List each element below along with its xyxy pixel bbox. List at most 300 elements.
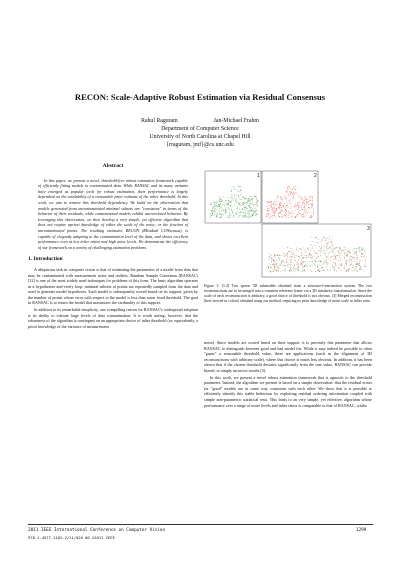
point xyxy=(285,256,286,257)
point xyxy=(307,203,308,204)
point xyxy=(365,265,366,266)
point xyxy=(257,214,258,215)
point xyxy=(279,217,280,218)
point xyxy=(333,248,334,249)
point xyxy=(232,205,233,206)
point xyxy=(238,197,239,198)
point xyxy=(212,201,213,202)
point xyxy=(229,215,230,216)
point xyxy=(294,192,295,193)
point xyxy=(298,207,299,208)
point xyxy=(299,256,300,257)
point xyxy=(251,201,252,202)
point xyxy=(293,265,294,266)
point xyxy=(328,253,329,254)
point xyxy=(214,213,215,214)
point xyxy=(297,187,298,188)
point xyxy=(304,255,305,256)
point xyxy=(332,244,333,245)
point xyxy=(291,252,292,253)
point xyxy=(287,255,288,256)
point xyxy=(246,214,247,215)
point xyxy=(302,257,303,258)
point xyxy=(289,270,290,271)
point xyxy=(352,258,353,259)
point xyxy=(300,248,301,249)
point xyxy=(231,194,232,195)
point xyxy=(342,259,343,260)
point xyxy=(240,205,241,206)
point xyxy=(271,211,272,212)
point xyxy=(272,218,273,219)
point xyxy=(282,200,283,201)
point xyxy=(287,192,288,193)
point xyxy=(218,206,219,207)
point xyxy=(225,200,226,201)
point xyxy=(318,244,319,245)
point xyxy=(330,257,331,258)
point xyxy=(214,211,215,212)
point xyxy=(267,202,268,203)
point xyxy=(345,270,346,271)
point xyxy=(274,265,275,266)
point xyxy=(302,202,303,203)
point xyxy=(303,267,304,268)
point xyxy=(215,204,216,205)
point xyxy=(323,261,324,262)
point xyxy=(359,269,360,270)
point xyxy=(357,257,358,258)
point xyxy=(297,270,298,271)
point xyxy=(245,198,246,199)
paragraph: In this work, we present a novel robust estimation framework that is agnostic to the threshold parameter. Instead, the algorithm we present is based on a simple observation: that the residual errors for "good" models are in some way consistent with each other. We show that it is possible to efficiently identify this stable behaviour by exploiting residual ordering information coupled with simple non-parametric statistical tests. This leads to an very simple, yet effective, algorithm whose performance over a range of noise levels and inlier ratios is comparable to that of RANSAC, whilst xyxy=(204,374,372,408)
point xyxy=(234,194,235,195)
point xyxy=(220,196,221,197)
point xyxy=(290,269,291,270)
point xyxy=(244,209,245,210)
left-column xyxy=(28,156,198,330)
point xyxy=(272,259,273,260)
point xyxy=(361,253,362,254)
point xyxy=(226,207,227,208)
point xyxy=(287,270,288,271)
point xyxy=(364,266,365,267)
point xyxy=(312,197,313,198)
point xyxy=(273,253,274,254)
point xyxy=(303,261,304,262)
point xyxy=(291,213,292,214)
point xyxy=(318,252,319,253)
point xyxy=(307,248,308,249)
point xyxy=(220,201,221,202)
point xyxy=(285,272,286,273)
point xyxy=(244,202,245,203)
point xyxy=(298,202,299,203)
point xyxy=(294,265,295,266)
point xyxy=(288,195,289,196)
point xyxy=(219,201,220,202)
point xyxy=(331,241,332,242)
point xyxy=(253,211,254,212)
point xyxy=(358,249,359,250)
point xyxy=(276,270,277,271)
point xyxy=(274,263,275,264)
point xyxy=(224,210,225,211)
point xyxy=(248,202,249,203)
point xyxy=(230,202,231,203)
point xyxy=(317,265,318,266)
point xyxy=(284,265,285,266)
point xyxy=(331,250,332,251)
point xyxy=(231,201,232,202)
point xyxy=(358,263,359,264)
point xyxy=(303,214,304,215)
point xyxy=(303,262,304,263)
point xyxy=(268,214,269,215)
point xyxy=(314,252,315,253)
point xyxy=(304,207,305,208)
point xyxy=(268,260,269,261)
point xyxy=(274,256,275,257)
point xyxy=(256,210,257,211)
point xyxy=(305,248,306,249)
point xyxy=(302,204,303,205)
point xyxy=(288,267,289,268)
point xyxy=(271,206,272,207)
point xyxy=(239,197,240,198)
point xyxy=(300,197,301,198)
point xyxy=(252,199,253,200)
point xyxy=(305,265,306,266)
point xyxy=(344,257,345,258)
point xyxy=(365,265,366,266)
point xyxy=(296,249,297,250)
point xyxy=(301,249,302,250)
point xyxy=(351,263,352,264)
point xyxy=(320,265,321,266)
point xyxy=(352,250,353,251)
point xyxy=(274,264,275,265)
point xyxy=(282,260,283,261)
point xyxy=(271,267,272,268)
point xyxy=(325,264,326,265)
point xyxy=(219,217,220,218)
point xyxy=(296,268,297,269)
point xyxy=(304,202,305,203)
point xyxy=(337,259,338,260)
paragraph: In addition to its remarkable simplicity, one compelling reason for RANSAC's widespread adoption is its ability to tolerate large levels of data contamination. It is worth noting, however, that the robustness of the algorithm is contingent on an appropriate choice of inlier threshold (or, equivalently, a priori knowledge of the variance of measurement xyxy=(28,307,198,329)
point xyxy=(232,189,233,190)
point xyxy=(289,202,290,203)
point xyxy=(328,258,329,259)
point xyxy=(289,195,290,196)
point xyxy=(292,254,293,255)
point xyxy=(284,270,285,271)
point xyxy=(352,267,353,268)
point xyxy=(299,203,300,204)
point xyxy=(299,197,300,198)
point xyxy=(314,237,315,238)
point xyxy=(243,212,244,213)
point xyxy=(327,238,328,239)
point xyxy=(239,203,240,204)
point xyxy=(234,216,235,217)
point xyxy=(210,213,211,214)
point xyxy=(302,217,303,218)
point xyxy=(211,210,212,211)
point xyxy=(226,203,227,204)
point xyxy=(290,264,291,265)
point xyxy=(349,250,350,251)
point xyxy=(285,206,286,207)
point xyxy=(268,215,269,216)
point xyxy=(303,257,304,258)
point xyxy=(310,198,311,199)
point xyxy=(346,261,347,262)
point xyxy=(280,264,281,265)
point xyxy=(326,243,327,244)
point xyxy=(317,242,318,243)
point xyxy=(291,189,292,190)
point xyxy=(285,265,286,266)
point xyxy=(233,198,234,199)
point xyxy=(219,196,220,197)
point xyxy=(249,206,250,207)
point xyxy=(287,262,288,263)
point xyxy=(357,248,358,249)
point xyxy=(304,266,305,267)
point xyxy=(230,205,231,206)
point xyxy=(254,196,255,197)
abstract-heading: Abstract xyxy=(102,163,124,169)
point xyxy=(315,252,316,253)
point xyxy=(315,261,316,262)
point xyxy=(232,195,233,196)
point xyxy=(253,206,254,207)
point xyxy=(246,210,247,211)
point xyxy=(235,202,236,203)
point xyxy=(299,208,300,209)
point xyxy=(347,270,348,271)
point xyxy=(324,270,325,271)
point xyxy=(336,260,337,261)
point xyxy=(310,265,311,266)
point xyxy=(356,248,357,249)
point xyxy=(246,198,247,199)
point xyxy=(293,195,294,196)
point xyxy=(294,206,295,207)
point xyxy=(223,214,224,215)
point xyxy=(277,196,278,197)
point xyxy=(268,205,269,206)
point xyxy=(292,194,293,195)
point xyxy=(333,267,334,268)
point xyxy=(240,213,241,214)
point xyxy=(343,250,344,251)
point xyxy=(241,212,242,213)
point xyxy=(229,217,230,218)
point xyxy=(279,208,280,209)
point xyxy=(270,267,271,268)
point xyxy=(306,255,307,256)
point xyxy=(365,261,366,262)
point xyxy=(242,215,243,216)
point xyxy=(349,268,350,269)
point xyxy=(296,215,297,216)
point xyxy=(306,265,307,266)
point xyxy=(326,259,327,260)
point xyxy=(283,255,284,256)
point xyxy=(308,196,309,197)
point xyxy=(222,200,223,201)
point xyxy=(221,207,222,208)
point xyxy=(214,210,215,211)
point xyxy=(305,201,306,202)
point xyxy=(210,215,211,216)
point xyxy=(273,215,274,216)
point xyxy=(236,205,237,206)
point xyxy=(301,209,302,210)
point xyxy=(313,214,314,215)
point xyxy=(320,252,321,253)
point xyxy=(274,260,275,261)
point xyxy=(312,201,313,202)
point xyxy=(355,269,356,270)
point xyxy=(269,213,270,214)
point xyxy=(291,256,292,257)
point xyxy=(286,261,287,262)
point xyxy=(278,196,279,197)
point xyxy=(310,212,311,213)
point xyxy=(301,199,302,200)
point xyxy=(310,216,311,217)
point xyxy=(284,256,285,257)
point xyxy=(231,197,232,198)
point xyxy=(311,205,312,206)
author-name: Rahul Raguram xyxy=(141,118,178,124)
point xyxy=(323,237,324,238)
point xyxy=(214,204,215,205)
point xyxy=(282,204,283,205)
point xyxy=(355,248,356,249)
point xyxy=(288,264,289,265)
point xyxy=(216,209,217,210)
point xyxy=(238,195,239,196)
point xyxy=(219,208,220,209)
point xyxy=(365,255,366,256)
point xyxy=(332,240,333,241)
point xyxy=(273,203,274,204)
point xyxy=(352,271,353,272)
point xyxy=(219,213,220,214)
point xyxy=(216,215,217,216)
point xyxy=(301,196,302,197)
point xyxy=(295,204,296,205)
point xyxy=(354,258,355,259)
point xyxy=(334,267,335,268)
point xyxy=(292,210,293,211)
point xyxy=(273,264,274,265)
point xyxy=(242,208,243,209)
point xyxy=(282,266,283,267)
figure-1 xyxy=(204,170,372,278)
point xyxy=(216,202,217,203)
point xyxy=(314,251,315,252)
point xyxy=(266,215,267,216)
point xyxy=(293,213,294,214)
point xyxy=(268,266,269,267)
point xyxy=(340,247,341,248)
point xyxy=(317,253,318,254)
point xyxy=(246,202,247,203)
point xyxy=(291,195,292,196)
point xyxy=(337,264,338,265)
figure-label-3: 3 xyxy=(367,226,370,232)
point xyxy=(365,263,366,264)
figure-label-2: 2 xyxy=(314,173,317,179)
point xyxy=(342,250,343,251)
point xyxy=(362,247,363,248)
point xyxy=(348,265,349,266)
point xyxy=(290,213,291,214)
point xyxy=(284,254,285,255)
point xyxy=(273,212,274,213)
point xyxy=(287,253,288,254)
point xyxy=(301,263,302,264)
point xyxy=(210,203,211,204)
point xyxy=(286,213,287,214)
point xyxy=(305,264,306,265)
point xyxy=(237,208,238,209)
point xyxy=(294,271,295,272)
point xyxy=(275,213,276,214)
point xyxy=(276,263,277,264)
point xyxy=(307,199,308,200)
point xyxy=(270,271,271,272)
point xyxy=(222,209,223,210)
point xyxy=(344,268,345,269)
point xyxy=(293,257,294,258)
point xyxy=(305,208,306,209)
point xyxy=(279,203,280,204)
point xyxy=(344,266,345,267)
point xyxy=(316,258,317,259)
point xyxy=(311,271,312,272)
point xyxy=(349,262,350,263)
point xyxy=(236,213,237,214)
point xyxy=(283,198,284,199)
point xyxy=(276,260,277,261)
point xyxy=(237,191,238,192)
point xyxy=(308,201,309,202)
point xyxy=(302,267,303,268)
point xyxy=(281,265,282,266)
point xyxy=(289,187,290,188)
point xyxy=(285,199,286,200)
point xyxy=(334,249,335,250)
point xyxy=(297,268,298,269)
point xyxy=(316,237,317,238)
point xyxy=(280,203,281,204)
point xyxy=(335,264,336,265)
point xyxy=(270,203,271,204)
point xyxy=(322,240,323,241)
point xyxy=(283,206,284,207)
point xyxy=(290,266,291,267)
point xyxy=(360,247,361,248)
point xyxy=(335,253,336,254)
point xyxy=(325,260,326,261)
